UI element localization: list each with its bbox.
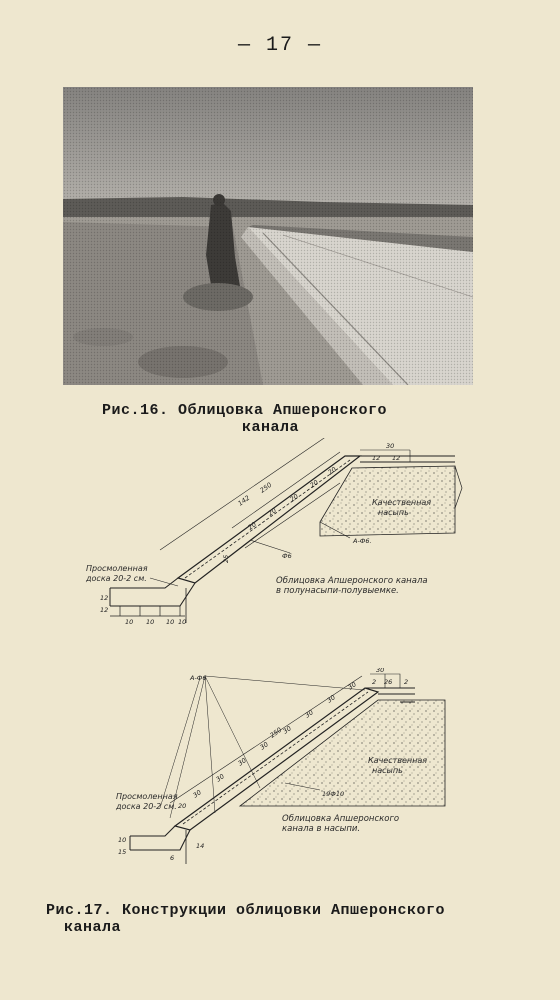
fill-label-line2: насыпь: [378, 508, 409, 517]
dim-26: 26: [384, 678, 393, 686]
dim-30f: 30: [303, 708, 315, 720]
fill-label: [372, 498, 431, 518]
dim-20e: 20: [326, 465, 338, 477]
figure17-caption-line2: канала: [64, 919, 122, 936]
plank-label: [86, 564, 148, 584]
page-number: — 17 —: [237, 34, 322, 57]
dim-30e: 30: [281, 724, 293, 736]
dim-30h: 30: [346, 680, 358, 692]
plank-label-line2: доска 20-2 см.: [116, 802, 177, 811]
dim-30: 30: [386, 442, 395, 450]
dim-250: 250: [258, 480, 274, 495]
dim-30b: 30: [214, 772, 226, 784]
dim-30d: 30: [258, 740, 270, 752]
figure17-caption-line1: Рис.17. Конструкции облицовки Апшеронского: [46, 902, 446, 919]
drawing-top-title: [276, 576, 428, 596]
drawing-bottom-title-line1: Облицовка Апшеронского: [282, 814, 400, 824]
plank-label-line1: Просмоленная: [116, 792, 178, 801]
dim-20c: 20: [288, 492, 300, 504]
dim-15: 15: [118, 848, 127, 856]
dim-10: 10: [118, 836, 127, 844]
dim-20b: 20: [266, 506, 278, 518]
drawing-bottom-title-line2: канала в насыпи.: [282, 824, 361, 834]
dim-2a: 2: [372, 678, 377, 686]
rebar-label-2: Ф6: [282, 552, 292, 560]
fill-label-line1: Качественная: [368, 756, 428, 765]
dim-142: 142: [236, 493, 252, 508]
drawing-bottom-title: [282, 814, 399, 834]
figure16-caption-line2: канала: [242, 419, 300, 436]
fill-label: [368, 756, 427, 776]
figure17-caption: [46, 902, 526, 936]
fill-label-line1: Качественная: [372, 498, 432, 507]
dim-12d: 12: [100, 606, 109, 614]
fill-label-line2: насыпь: [372, 766, 403, 775]
plank-label-line2: доска 20-2 см.: [86, 574, 147, 583]
dim-12a: 12: [372, 454, 381, 462]
dim-20d: 20: [308, 478, 320, 490]
dim-20a: 20: [246, 520, 258, 532]
figure16-caption-line1: Рис.16. Облицовка Апшеронского: [102, 402, 388, 419]
dim-30: 30: [376, 668, 385, 674]
plank-label-line1: Просмоленная: [86, 564, 148, 573]
lining-drawing-half-fill: [0, 438, 560, 643]
dim-12b: 12: [392, 454, 401, 462]
plank-label: [116, 792, 178, 812]
dim-10b: 10: [146, 618, 155, 626]
rebar-label-2: 19Ф10: [322, 790, 345, 798]
dim-14: 14: [196, 842, 205, 850]
dim-6: 6: [170, 854, 175, 862]
dim-30g: 30: [325, 693, 337, 705]
canal-photo: [63, 87, 473, 385]
dim-10a: 10: [125, 618, 134, 626]
drawing-top-title-line1: Облицовка Апшеронского канала: [276, 576, 428, 586]
dim-10c: 10: [166, 618, 175, 626]
figure16-caption: [102, 402, 462, 436]
rebar-label: А-Ф6.: [353, 537, 372, 545]
dim-20: 20: [178, 802, 187, 810]
dim-30a: 30: [191, 788, 203, 800]
dim-30c: 30: [236, 756, 248, 768]
dim-10d: 10: [178, 618, 187, 626]
dim-12c: 12: [100, 594, 109, 602]
dim-250: 250: [268, 725, 284, 740]
dim-2b: 2: [404, 678, 409, 686]
lining-drawing-fill: [0, 668, 560, 873]
rebar-top-label: А-Ф6: [190, 674, 207, 682]
dim-25: 25: [222, 554, 230, 563]
drawing-top-title-line2: в полунасыпи-полувыемке.: [276, 586, 399, 596]
